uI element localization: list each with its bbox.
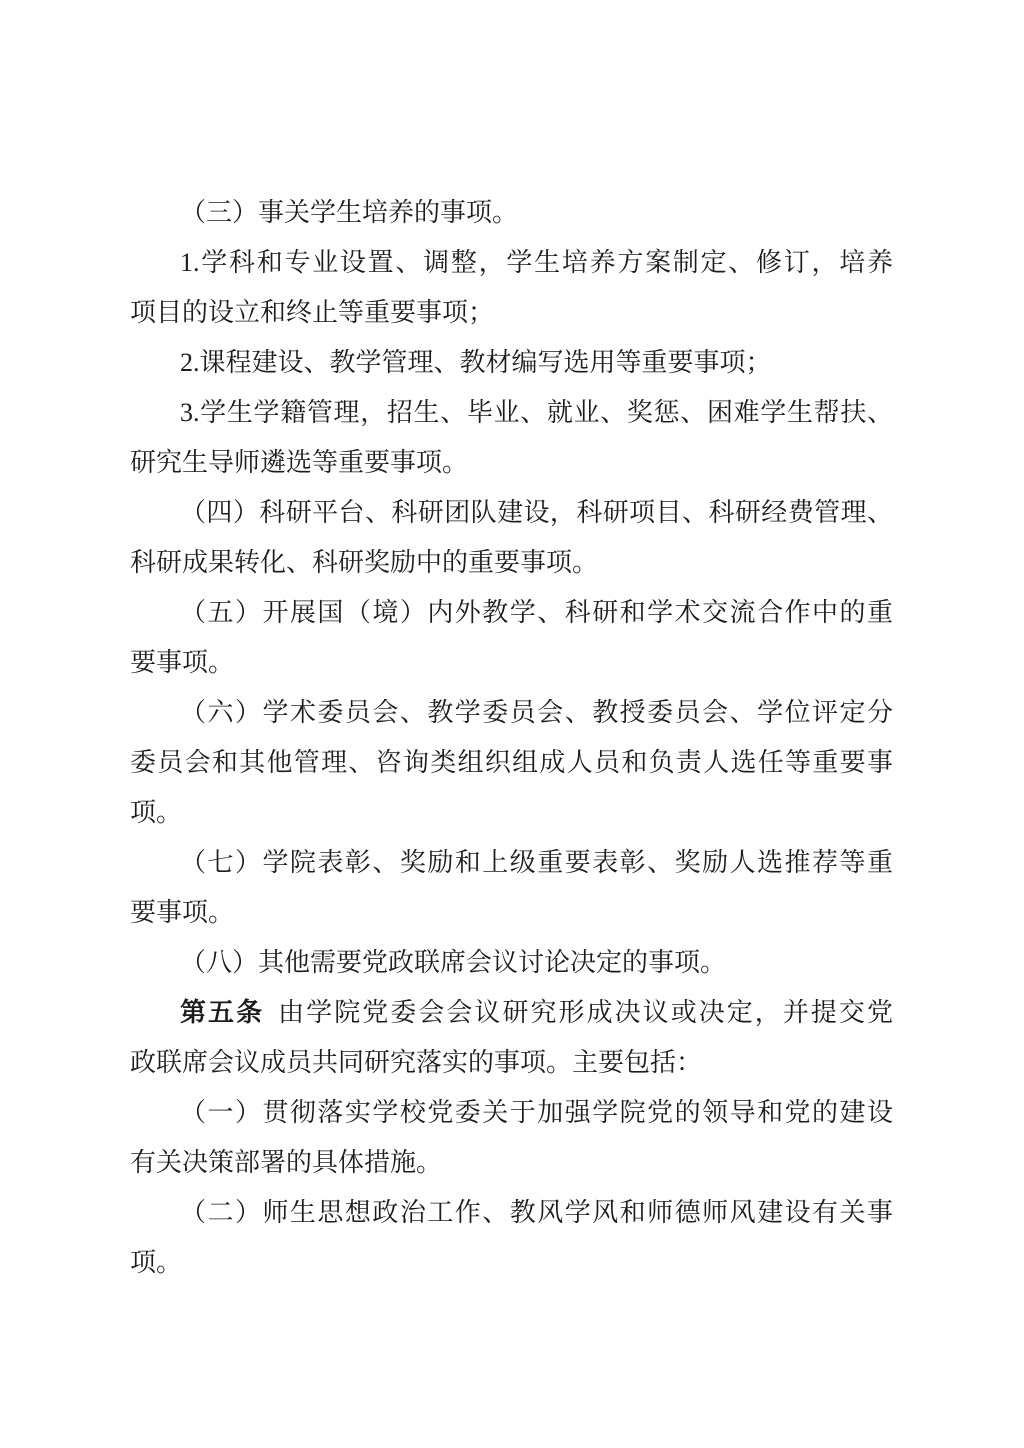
text-line	[130, 1038, 893, 1088]
line-text: （三）事关学生培养的事项。	[180, 198, 519, 227]
line-text: （四）科研平台、科研团队建设，科研项目、科研经费管理、	[180, 498, 893, 527]
article-number: 第五条	[180, 998, 265, 1027]
text-line	[130, 238, 893, 288]
text-line	[130, 638, 893, 688]
line-text: 要事项。	[130, 898, 235, 927]
line-text: 科研成果转化、科研奖励中的重要事项。	[130, 548, 599, 577]
text-line	[130, 488, 893, 538]
text-line	[130, 288, 893, 338]
line-text: （八）其他需要党政联席会议讨论决定的事项。	[180, 948, 727, 977]
text-line	[130, 438, 893, 488]
line-text: （七）学院表彰、奖励和上级重要表彰、奖励人选推荐等重	[180, 848, 893, 877]
line-text: 研究生导师遴选等重要事项。	[130, 448, 469, 477]
text-line	[130, 988, 893, 1038]
line-text: （六）学术委员会、教学委员会、教授委员会、学位评定分	[180, 698, 893, 727]
line-text: （二）师生思想政治工作、教风学风和师德师风建设有关事	[180, 1198, 893, 1227]
line-text: 2.课程建设、教学管理、教材编写选用等重要事项；	[180, 348, 772, 377]
line-text: 项。	[130, 798, 183, 827]
text-line	[130, 1138, 893, 1188]
line-text: 有关决策部署的具体措施。	[130, 1148, 443, 1177]
text-line	[130, 538, 893, 588]
line-text: 政联席会议成员共同研究落实的事项。主要包括：	[130, 1048, 703, 1077]
line-text: 1.学科和专业设置、调整，学生培养方案制定、修订，培养	[180, 248, 893, 277]
text-line	[130, 388, 893, 438]
text-line	[130, 688, 893, 738]
line-text: 委员会和其他管理、咨询类组织组成人员和负责人选任等重要事	[130, 748, 893, 777]
text-line	[130, 888, 893, 938]
line-text: 项。	[130, 1248, 183, 1277]
text-line	[130, 588, 893, 638]
line-text: 项目的设立和终止等重要事项；	[130, 298, 495, 327]
text-line	[130, 938, 893, 988]
line-text: 要事项。	[130, 648, 235, 677]
line-text: （一）贯彻落实学校党委关于加强学院党的领导和党的建设	[180, 1098, 893, 1127]
text-line	[130, 188, 893, 238]
text-line	[130, 1238, 893, 1288]
text-line	[130, 1188, 893, 1238]
text-line	[130, 738, 893, 788]
line-text: 由学院党委会会议研究形成决议或决定，并提交党	[278, 998, 893, 1027]
text-line	[130, 338, 893, 388]
text-line	[130, 788, 893, 838]
document-body	[130, 188, 893, 1288]
line-text: （五）开展国（境）内外教学、科研和学术交流合作中的重	[180, 598, 893, 627]
line-text: 3.学生学籍管理，招生、毕业、就业、奖惩、困难学生帮扶、	[180, 398, 893, 427]
text-line	[130, 1088, 893, 1138]
text-line	[130, 838, 893, 888]
